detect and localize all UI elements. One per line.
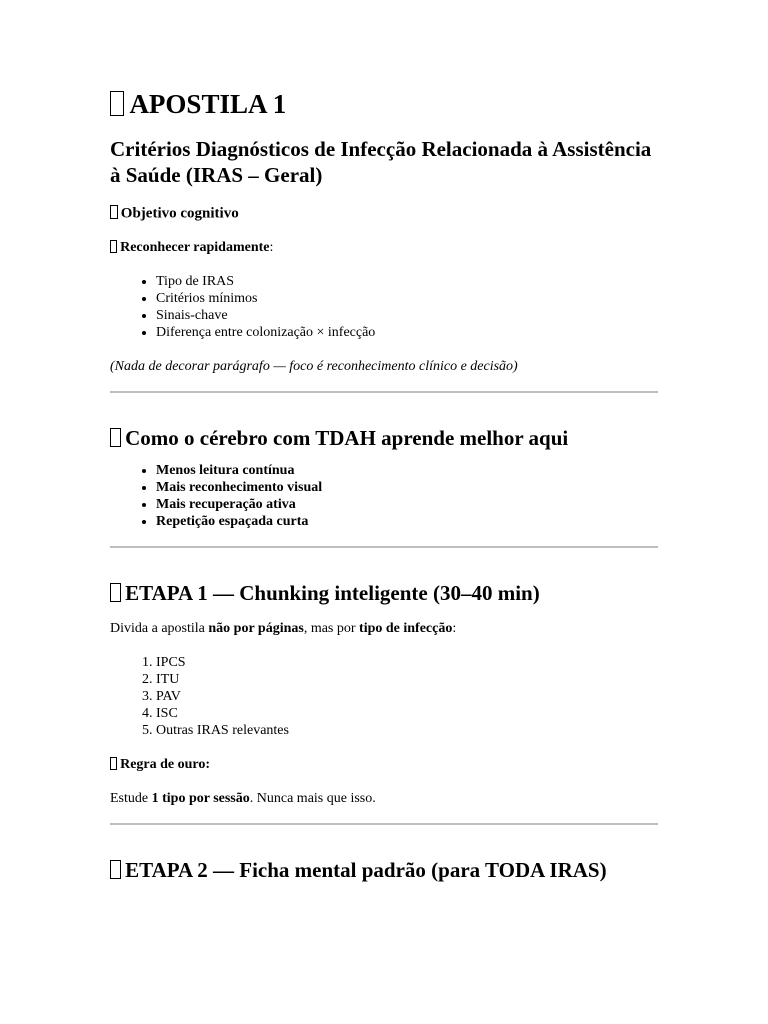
list-item: 1. IPCS <box>156 654 658 671</box>
list-item: • Repetição espaçada curta <box>156 513 658 530</box>
list-item: • Mais recuperação ativa <box>156 496 658 513</box>
divider <box>110 546 658 548</box>
objective-list <box>110 273 658 341</box>
tdah-list <box>110 462 658 530</box>
golden-rule-label: Regra de ouro: <box>110 756 658 773</box>
divider <box>110 391 658 393</box>
list-item: 3. PAV <box>156 688 658 705</box>
page-title: APOSTILA 1 <box>110 86 658 122</box>
document-content <box>110 86 658 884</box>
missing-glyph-icon <box>110 428 121 447</box>
list-item: 2. ITU <box>156 671 658 688</box>
list-item: 4. ISC <box>156 705 658 722</box>
missing-glyph-icon <box>110 205 118 219</box>
missing-glyph-icon <box>110 860 121 879</box>
list-item: • Sinais-chave <box>156 307 658 324</box>
section-heading-etapa1: ETAPA 1 — Chunking inteligente (30–40 min) <box>110 579 658 607</box>
section-heading-etapa2: ETAPA 2 — Ficha mental padrão (para TODA IRAS) <box>110 856 658 884</box>
recognize-line: Reconhecer rapidamente: <box>110 239 658 256</box>
golden-rule-text: Estude 1 tipo por sessão. Nunca mais que isso. <box>110 791 376 807</box>
list-item: • Menos leitura contínua <box>156 462 658 479</box>
document-subtitle: Critérios Diagnósticos de Infecção Relacionada à Assistência à Saúde (IRAS – Geral) <box>110 137 652 187</box>
missing-glyph-icon <box>110 91 124 116</box>
missing-glyph-icon <box>110 757 117 770</box>
section-heading-tdah: Como o cérebro com TDAH aprende melhor aqui <box>110 424 658 452</box>
etapa1-list <box>110 654 658 739</box>
objective-note: (Nada de decorar parágrafo — foco é reconhecimento clínico e decisão) <box>110 359 518 375</box>
list-item: • Tipo de IRAS <box>156 273 658 290</box>
missing-glyph-icon <box>110 583 121 602</box>
missing-glyph-icon <box>110 240 117 253</box>
etapa1-intro: Divida a apostila não por páginas, mas por tipo de infecção: <box>110 621 457 637</box>
list-item: • Diferença entre colonização × infecção <box>156 324 658 341</box>
list-item: • Critérios mínimos <box>156 290 658 307</box>
list-item: • Mais reconhecimento visual <box>156 479 658 496</box>
objective-heading: Objetivo cognitivo <box>110 205 658 222</box>
list-item: 5. Outras IRAS relevantes <box>156 722 658 739</box>
divider <box>110 823 658 825</box>
